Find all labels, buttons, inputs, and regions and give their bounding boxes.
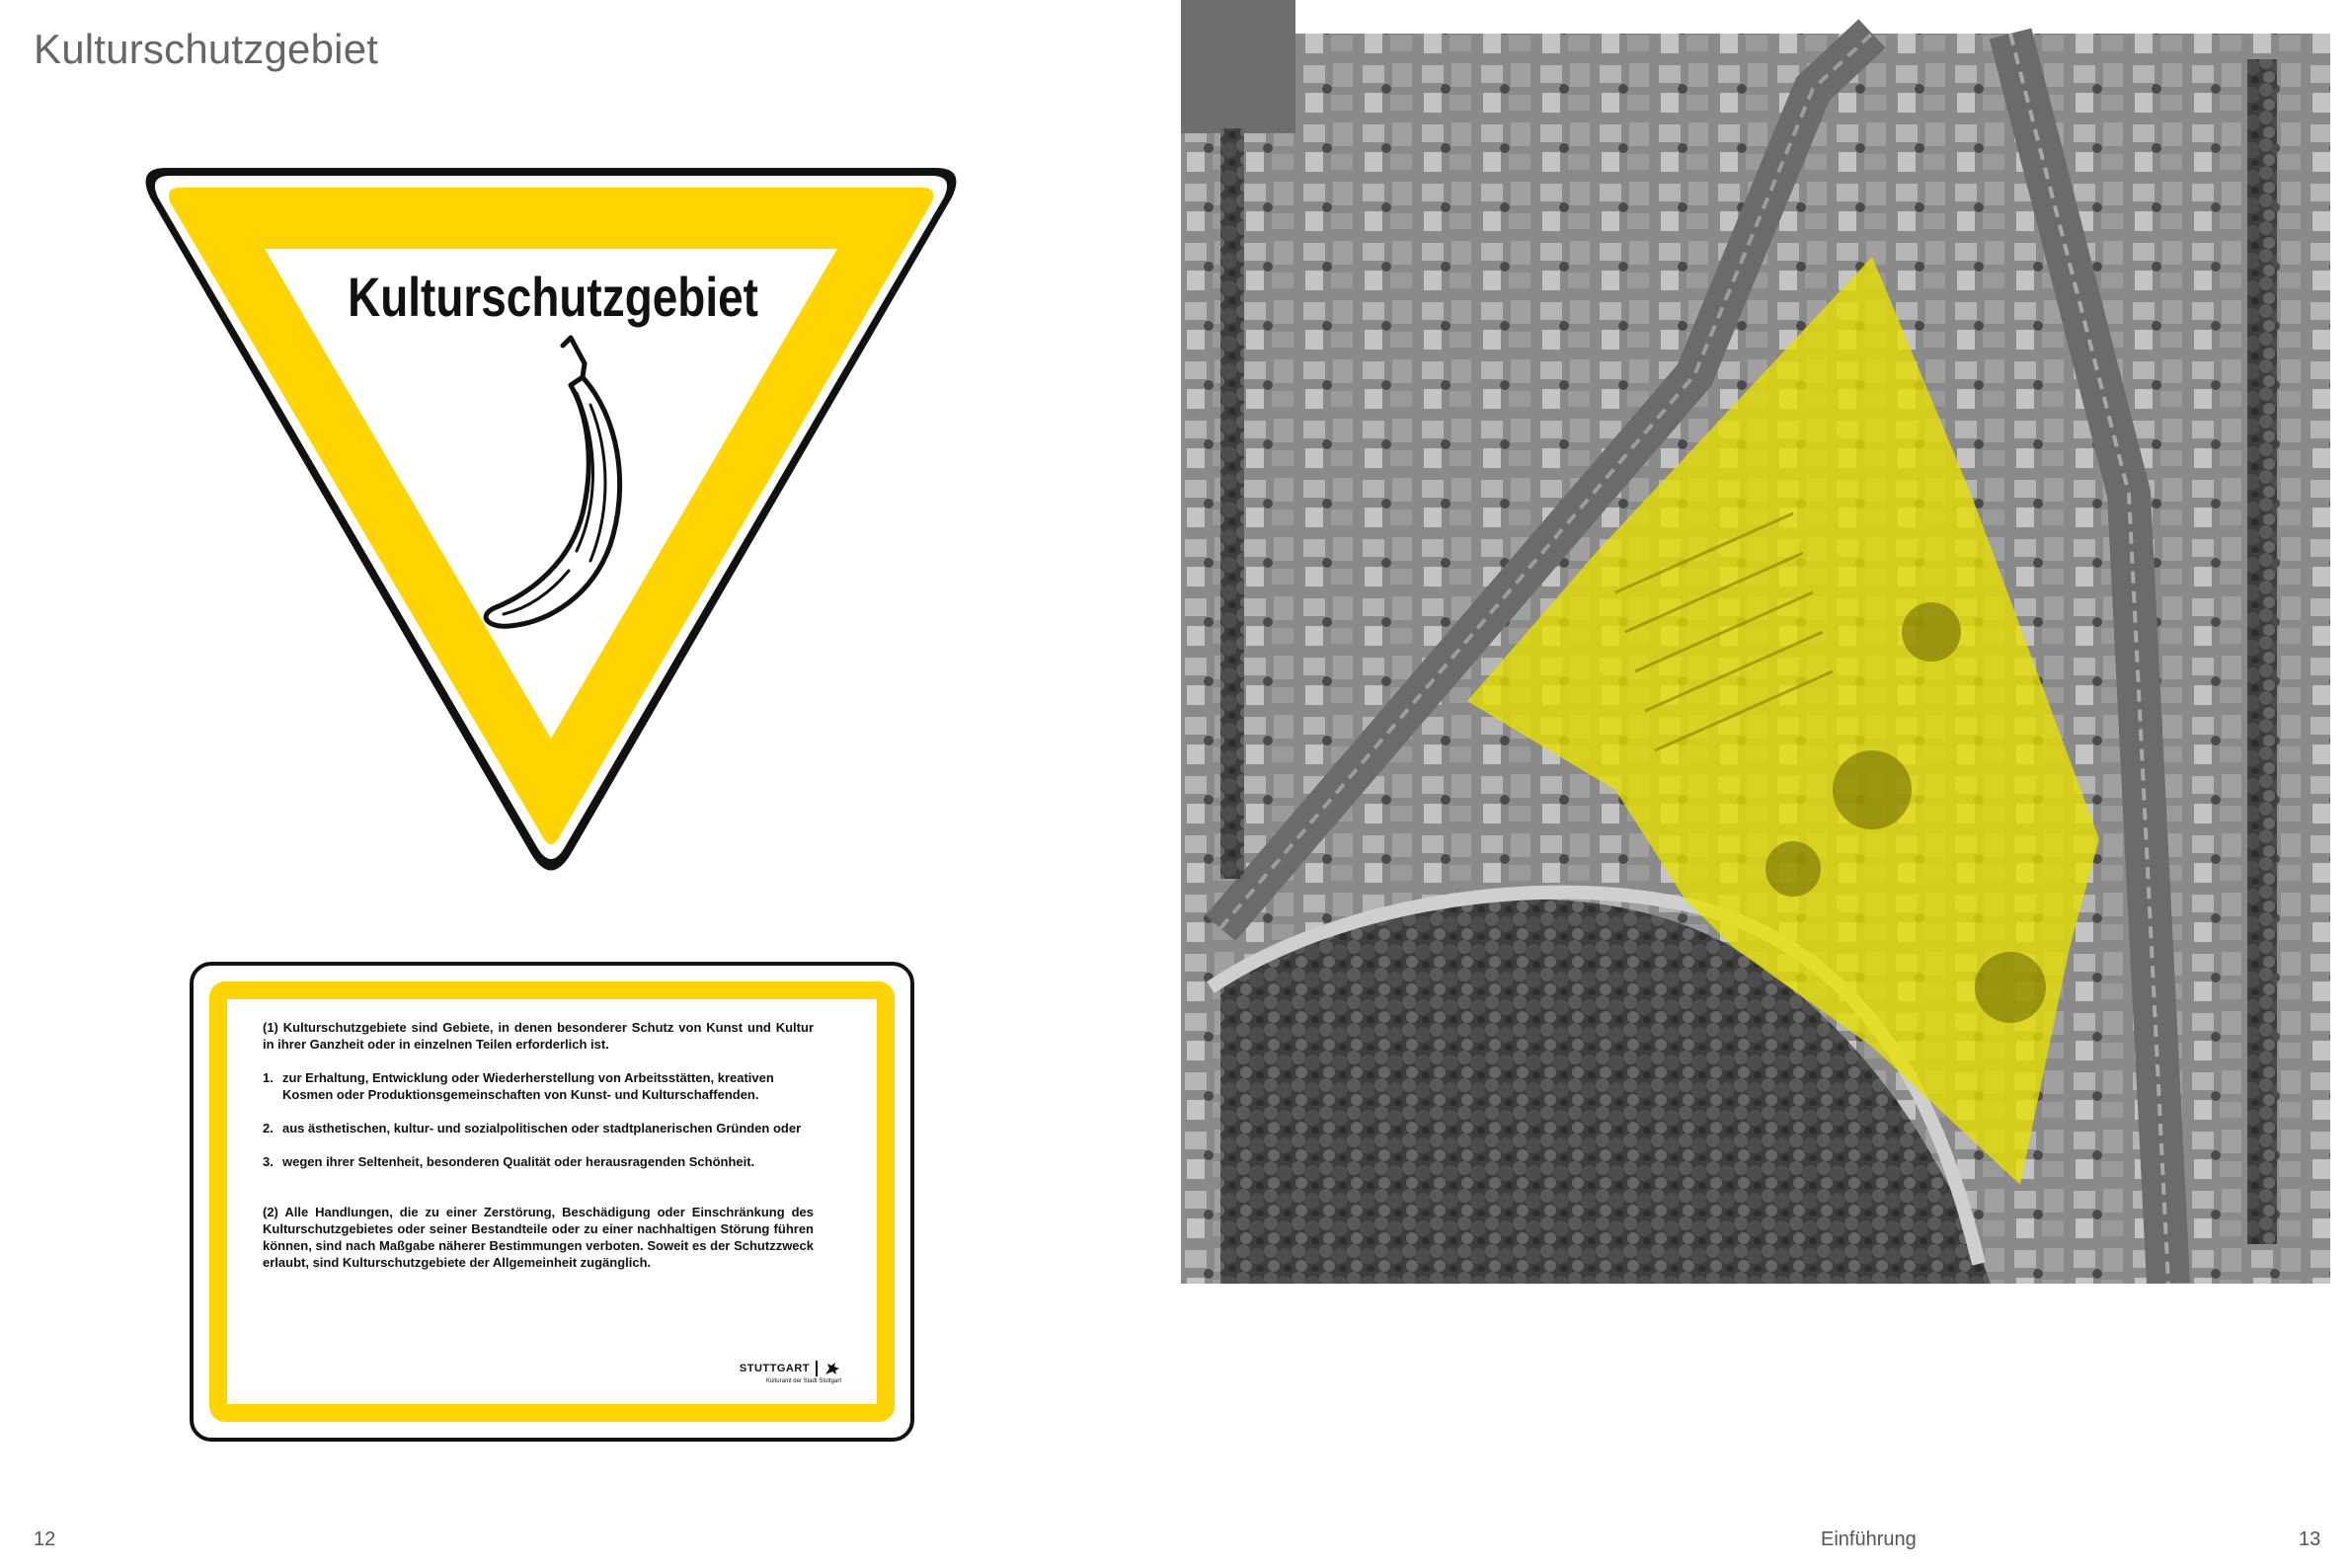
sign-title: Kulturschutzgebiet [348, 266, 758, 328]
page-number-right: 13 [2299, 1529, 2321, 1550]
aerial-map [1181, 0, 2330, 1284]
info-panel [190, 962, 914, 1442]
list-item [263, 1069, 814, 1103]
stuttgart-horse-icon [823, 1361, 841, 1376]
list-item-number: 2. [263, 1121, 274, 1136]
list-item-text: wegen ihrer Seltenheit, besonderen Qualität oder herausragenden Schönheit. [282, 1154, 755, 1169]
logo-wordmark: STUTTGART [739, 1363, 810, 1374]
page-number-left: 12 [34, 1529, 56, 1550]
list-item-text: zur Erhaltung, Entwicklung oder Wiederherstellung von Arbeitsstätten, kreativen Kosmen oder Produktionsgemeinschaften von Kunst- und Kulturschaffenden. [282, 1070, 774, 1102]
info-panel-text [263, 1019, 814, 1288]
list-item [263, 1153, 814, 1170]
list-item [263, 1120, 814, 1137]
paragraph-2: (2) Alle Handlungen, die zu einer Zerstörung, Beschädigung oder Einschränkung des Kulturschutzgebietes oder seiner Bestandteile oder zu einer nachhaltigen Störung führen können, sind nach Maßgabe näherer Bestimmungen verboten. Soweit es der Schutzzweck erlaubt, sind Kulturschutzgebiete der Allgemeinheit zugänglich. [263, 1205, 814, 1270]
page-title: Kulturschutzgebiet [34, 26, 379, 72]
logo-subtitle: Kulturamt der Stadt Stuttgart [765, 1378, 841, 1384]
stuttgart-logo [740, 1361, 841, 1384]
list-item-number: 1. [263, 1070, 274, 1085]
paragraph-1: (1) Kulturschutzgebiete sind Gebiete, in denen besonderer Schutz von Kunst und Kultur in ihrer Ganzheit oder in einzelnen Teilen erforderlich ist. [263, 1020, 814, 1052]
aerial-map-image [1181, 0, 2330, 1284]
section-label: Einführung [1821, 1529, 1917, 1550]
list-item-number: 3. [263, 1154, 274, 1169]
list-item-text: aus ästhetischen, kultur- und sozialpolitischen oder stadtplanerischen Gründen oder [282, 1121, 802, 1136]
